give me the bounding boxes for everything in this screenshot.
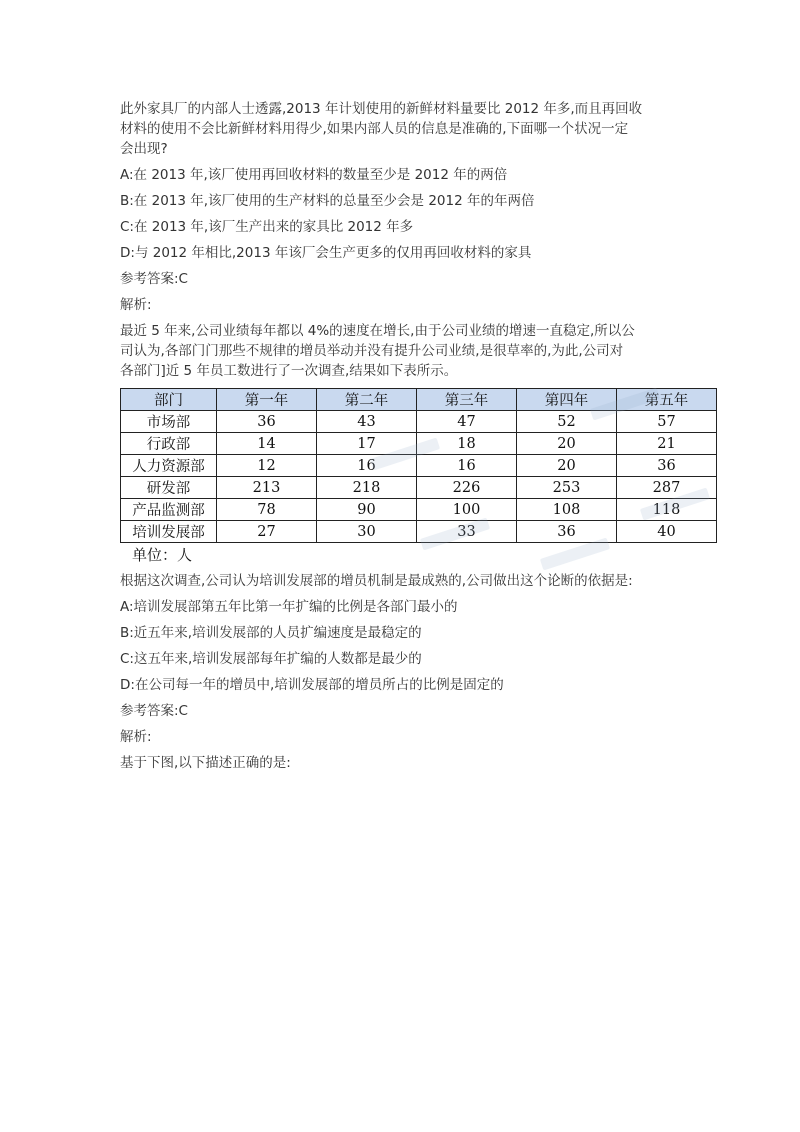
table-unit-label: 单位：人	[132, 546, 193, 564]
q2-option-b: B:近五年来,培训发展部的人员扩编速度是最稳定的	[120, 625, 422, 641]
cell-value: 36	[217, 411, 317, 433]
q2-option-c: C:这五年来,培训发展部每年扩编的人数都是最少的	[120, 651, 422, 667]
table-row	[121, 455, 717, 477]
table-row	[121, 477, 717, 499]
cell-department: 培训发展部	[121, 521, 217, 543]
cell-value: 218	[317, 477, 417, 499]
cell-value: 47	[417, 411, 517, 433]
q1-option-a: A:在 2013 年,该厂使用再回收材料的数量至少是 2012 年的两倍	[120, 167, 508, 183]
table-row	[121, 411, 717, 433]
header-department: 部门	[121, 389, 217, 411]
q1-stem-line-1: 此外家具厂的内部人士透露,2013 年计划使用的新鲜材料量要比 2012 年多,而且再回收	[120, 101, 643, 117]
staff-table-header-row	[121, 389, 717, 411]
table-row	[121, 499, 717, 521]
cell-value: 16	[417, 455, 517, 477]
cell-value: 253	[517, 477, 617, 499]
q2-analysis-label: 解析:	[120, 729, 152, 745]
header-year-1: 第一年	[217, 389, 317, 411]
q1-stem-line-3: 会出现?	[120, 141, 168, 157]
cell-value: 287	[617, 477, 717, 499]
cell-value: 118	[617, 499, 717, 521]
q2-answer: 参考答案:C	[120, 703, 188, 719]
cell-value: 17	[317, 433, 417, 455]
cell-value: 16	[317, 455, 417, 477]
table-row	[121, 433, 717, 455]
header-year-2: 第二年	[317, 389, 417, 411]
staff-table	[120, 388, 717, 543]
q1-option-c: C:在 2013 年,该厂生产出来的家具比 2012 年多	[120, 219, 414, 235]
q1-option-d: D:与 2012 年相比,2013 年该厂会生产更多的仅用再回收材料的家具	[120, 245, 532, 261]
cell-department: 人力资源部	[121, 455, 217, 477]
q1-option-b: B:在 2013 年,该厂使用的生产材料的总量至少会是 2012 年的年两倍	[120, 193, 535, 209]
cell-value: 213	[217, 477, 317, 499]
question-2	[120, 321, 695, 747]
cell-value: 20	[517, 433, 617, 455]
header-year-4: 第四年	[517, 389, 617, 411]
cell-value: 36	[617, 455, 717, 477]
cell-department: 产品监测部	[121, 499, 217, 521]
header-year-5: 第五年	[617, 389, 717, 411]
cell-value: 36	[517, 521, 617, 543]
q2-stem-line-3: 各部门]近 5 年员工数进行了一次调查,结果如下表所示。	[120, 363, 458, 379]
q2-option-a: A:培训发展部第五年比第一年扩编的比例是各部门最小的	[120, 599, 458, 615]
q1-analysis-label: 解析:	[120, 297, 152, 313]
q1-stem-line-2: 材料的使用不会比新鲜材料用得少,如果内部人员的信息是准确的,下面哪一个状况一定	[120, 121, 629, 137]
cell-value: 57	[617, 411, 717, 433]
cell-value: 100	[417, 499, 517, 521]
question-3	[120, 753, 695, 773]
q3-stem: 基于下图,以下描述正确的是:	[120, 755, 291, 771]
cell-value: 52	[517, 411, 617, 433]
q1-answer: 参考答案:C	[120, 271, 188, 287]
cell-value: 18	[417, 433, 517, 455]
question-1	[120, 99, 695, 315]
cell-value: 40	[617, 521, 717, 543]
cell-value: 21	[617, 433, 717, 455]
q2-question: 根据这次调查,公司认为培训发展部的增员机制是最成熟的,公司做出这个论断的依据是:	[120, 573, 633, 589]
cell-department: 市场部	[121, 411, 217, 433]
q2-option-d: D:在公司每一年的增员中,培训发展部的增员所占的比例是固定的	[120, 677, 504, 693]
cell-value: 43	[317, 411, 417, 433]
q2-stem-line-2: 司认为,各部门门那些不规律的增员举动并没有提升公司业绩,是很草率的,为此,公司对	[120, 343, 624, 359]
cell-value: 33	[417, 521, 517, 543]
cell-value: 14	[217, 433, 317, 455]
cell-value: 90	[317, 499, 417, 521]
staff-table-wrapper	[120, 388, 716, 543]
table-row	[121, 521, 717, 543]
cell-department: 行政部	[121, 433, 217, 455]
cell-value: 12	[217, 455, 317, 477]
cell-value: 20	[517, 455, 617, 477]
cell-value: 78	[217, 499, 317, 521]
document-content	[120, 99, 695, 773]
cell-value: 27	[217, 521, 317, 543]
cell-value: 108	[517, 499, 617, 521]
header-year-3: 第三年	[417, 389, 517, 411]
cell-value: 226	[417, 477, 517, 499]
cell-value: 30	[317, 521, 417, 543]
q2-stem-line-1: 最近 5 年来,公司业绩每年都以 4%的速度在增长,由于公司业绩的增速一直稳定,所以公	[120, 323, 635, 339]
cell-department: 研发部	[121, 477, 217, 499]
